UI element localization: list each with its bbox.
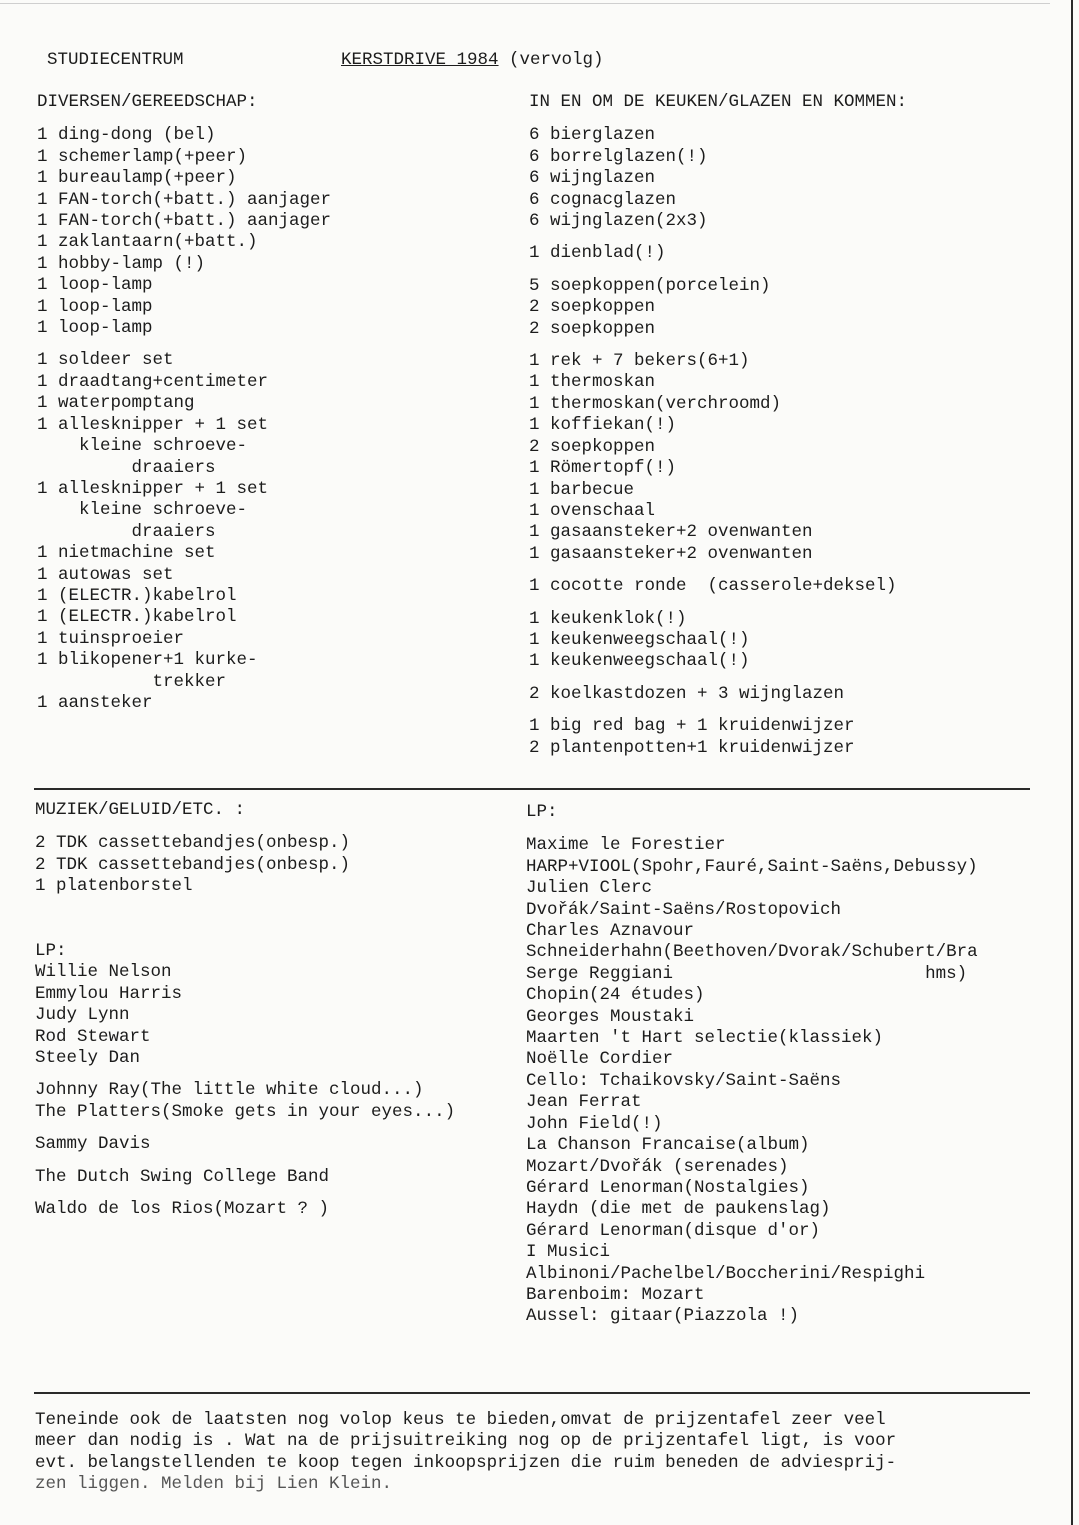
list-item: draaiers xyxy=(37,457,216,478)
list-item: Rod Stewart xyxy=(35,1026,151,1047)
group-gap xyxy=(35,1156,455,1167)
list-item: 1 keukenklok(!) xyxy=(529,608,687,629)
list-item: 1 cocotte ronde (casserole+deksel) xyxy=(529,576,897,597)
list-item: 6 wijnglazen xyxy=(529,168,656,189)
list-item: Aussel: gitaar(Piazzola !) xyxy=(526,1306,800,1327)
list-item: 1 draadtang+centimeter xyxy=(37,371,269,392)
section-keuken xyxy=(529,92,907,759)
header-title: KERSTDRIVE 1984 xyxy=(341,50,499,70)
section-heading: MUZIEK/GELUID/ETC. : xyxy=(35,800,246,820)
list-item: 2 TDK cassettebandjes(onbesp.) xyxy=(35,854,351,875)
list-item: 6 wijnglazen(2x3) xyxy=(529,211,708,232)
list-item: Barenboim: Mozart xyxy=(526,1284,705,1305)
list-item: 2 TDK cassettebandjes(onbesp.) xyxy=(35,833,351,854)
group-gap xyxy=(35,1069,455,1080)
list-item: kleine schroeve- xyxy=(37,436,248,457)
list-item: 1 waterpomptang xyxy=(37,393,195,414)
group-gap xyxy=(35,898,455,909)
list-item: trekker xyxy=(37,671,227,692)
section-diversen xyxy=(37,92,331,714)
list-item: 5 soepkoppen(porcelein) xyxy=(529,275,771,296)
list-item: 2 koelkastdozen + 3 wijnglazen xyxy=(529,683,845,704)
list-item: Willie Nelson xyxy=(35,962,172,983)
list-item: Jean Ferrat xyxy=(526,1092,642,1113)
list-item: 1 loop-lamp xyxy=(37,318,153,339)
list-item: 1 loop-lamp xyxy=(37,275,153,296)
list-item: 1 keukenweegschaal(!) xyxy=(529,651,750,672)
list-item: 1 ovenschaal xyxy=(529,500,656,521)
list-item: Mozart/Dvořák (serenades) xyxy=(526,1156,789,1177)
list-item: 2 soepkoppen xyxy=(529,297,656,318)
list-item: 1 soldeer set xyxy=(37,350,174,371)
list-item: 2 soepkoppen xyxy=(529,318,656,339)
list-item: 1 tuinsproeier xyxy=(37,628,185,649)
list-item: Georges Moustaki xyxy=(526,1006,695,1027)
list-item: Cello: Tchaikovsky/Saint-Saëns xyxy=(526,1070,842,1091)
list-item: Noëlle Cordier xyxy=(526,1049,674,1070)
header-title-suffix: (vervolg) xyxy=(509,50,604,70)
list-item: draaiers xyxy=(37,521,216,542)
list-item: 1 koffiekan(!) xyxy=(529,415,677,436)
list-item: John Field(!) xyxy=(526,1113,663,1134)
group-gap xyxy=(529,340,907,351)
list-item: 1 big red bag + 1 kruidenwijzer xyxy=(529,716,855,737)
list-item: Sammy Davis xyxy=(35,1134,151,1155)
group-gap xyxy=(529,598,907,609)
section-heading: IN EN OM DE KEUKEN/GLAZEN EN KOMMEN: xyxy=(529,92,908,112)
list-item: Charles Aznavour xyxy=(526,921,695,942)
list-item: Gérard Lenorman(Nostalgies) xyxy=(526,1177,810,1198)
group-gap xyxy=(35,1188,455,1199)
list-item: 1 allesknipper + 1 set xyxy=(37,478,269,499)
list-item: 1 platenborstel xyxy=(35,876,193,897)
list-item: Johnny Ray(The little white cloud...) xyxy=(35,1080,424,1101)
list-item: Schneiderhahn(Beethoven/Dvorak/Schubert/Bra xyxy=(526,942,978,963)
list-item: 6 borrelglazen(!) xyxy=(529,146,708,167)
group-gap xyxy=(35,930,455,941)
list-item: 6 cognacglazen xyxy=(529,189,677,210)
list-item: Judy Lynn xyxy=(35,1005,130,1026)
footer-line: Teneinde ook de laatsten nog volop keus te bieden,omvat de prijzentafel zeer veel xyxy=(35,1410,886,1430)
list-item: 1 autowas set xyxy=(37,564,174,585)
group-gap xyxy=(529,565,907,576)
list-item: Waldo de los Rios(Mozart ? ) xyxy=(35,1199,330,1220)
list-item: 1 Römertopf(!) xyxy=(529,458,677,479)
group-gap xyxy=(529,265,907,276)
list-item: Julien Clerc xyxy=(526,878,653,899)
section-lp xyxy=(526,802,978,1328)
list-item: 1 FAN-torch(+batt.) aanjager xyxy=(37,189,332,210)
list-item: 1 thermoskan xyxy=(529,372,656,393)
list-item: 1 gasaansteker+2 ovenwanten xyxy=(529,543,813,564)
list-item: Albinoni/Pachelbel/Boccherini/Respighi xyxy=(526,1263,926,1284)
list-item: Serge Reggiani hms) xyxy=(526,963,968,984)
section-heading: LP: xyxy=(526,802,558,822)
list-item: Emmylou Harris xyxy=(35,983,183,1004)
list-item: I Musici xyxy=(526,1242,611,1263)
footer-line: meer dan nodig is . Wat na de prijsuitreiking nog op de prijzentafel ligt, is voor xyxy=(35,1431,897,1452)
list-item: Maarten 't Hart selectie(klassiek) xyxy=(526,1028,884,1049)
divider-line-bottom xyxy=(34,1392,1030,1394)
list-item: 1 gasaansteker+2 ovenwanten xyxy=(529,522,813,543)
list-item: Maxime le Forestier xyxy=(526,835,726,856)
list-item: 1 keukenweegschaal(!) xyxy=(529,629,750,650)
list-item: Dvořák/Saint-Saëns/Rostopovich xyxy=(526,899,842,920)
page-top-edge xyxy=(0,3,1050,4)
list-item: 1 (ELECTR.)kabelrol xyxy=(37,607,237,628)
header-org: STUDIECENTRUM xyxy=(47,50,184,70)
list-item: 1 aansteker xyxy=(37,692,153,713)
list-item: 1 (ELECTR.)kabelrol xyxy=(37,585,237,606)
list-item: Gérard Lenorman(disque d'or) xyxy=(526,1220,821,1241)
list-item: 1 allesknipper + 1 set xyxy=(37,414,269,435)
list-item: 6 bierglazen xyxy=(529,125,656,146)
list-item: 1 dienblad(!) xyxy=(529,243,666,264)
list-item: 1 ding-dong (bel) xyxy=(37,125,216,146)
group-gap xyxy=(529,673,907,684)
list-item: 1 thermoskan(verchroomd) xyxy=(529,393,782,414)
list-item: 1 loop-lamp xyxy=(37,296,153,317)
list-item: HARP+VIOOL(Spohr,Fauré,Saint-Saëns,Debussy) xyxy=(526,856,978,877)
list-item: Steely Dan xyxy=(35,1048,141,1069)
header-title-block xyxy=(341,50,604,71)
list-item: The Dutch Swing College Band xyxy=(35,1166,330,1187)
divider-line-top xyxy=(34,788,1030,790)
list-item xyxy=(35,909,455,930)
list-item: Haydn (die met de paukenslag) xyxy=(526,1199,831,1220)
list-item: 1 schemerlamp(+peer) xyxy=(37,146,248,167)
list-item: 1 FAN-torch(+batt.) aanjager xyxy=(37,211,332,232)
list-item: 1 bureaulamp(+peer) xyxy=(37,168,237,189)
footer-line: zen liggen. Melden bij Lien Klein. xyxy=(35,1474,393,1495)
list-item: 1 nietmachine set xyxy=(37,543,216,564)
list-item: 1 rek + 7 bekers(6+1) xyxy=(529,351,750,372)
group-gap xyxy=(37,339,331,350)
list-item: 1 blikopener+1 kurke- xyxy=(37,650,258,671)
page-right-edge xyxy=(1071,0,1073,1525)
list-item: 1 barbecue xyxy=(529,479,635,500)
group-gap xyxy=(529,705,907,716)
list-item: 2 soepkoppen xyxy=(529,436,656,457)
section-muziek xyxy=(35,800,455,1221)
footer-note xyxy=(35,1410,896,1496)
section-heading: DIVERSEN/GEREEDSCHAP: xyxy=(37,92,258,112)
list-item: The Platters(Smoke gets in your eyes...) xyxy=(35,1101,456,1122)
group-gap xyxy=(35,1123,455,1134)
list-item: 1 hobby-lamp (!) xyxy=(37,253,206,274)
list-item: kleine schroeve- xyxy=(37,500,248,521)
list-item: 1 zaklantaarn(+batt.) xyxy=(37,232,258,253)
list-item: Chopin(24 études) xyxy=(526,985,705,1006)
group-gap xyxy=(529,232,907,243)
list-item: 2 plantenpotten+1 kruidenwijzer xyxy=(529,737,855,758)
list-item: La Chanson Francaise(album) xyxy=(526,1135,810,1156)
list-item: LP: xyxy=(35,941,67,962)
footer-line: evt. belangstellenden te koop tegen inkoopsprijzen die ruim beneden de adviesprij- xyxy=(35,1452,897,1473)
